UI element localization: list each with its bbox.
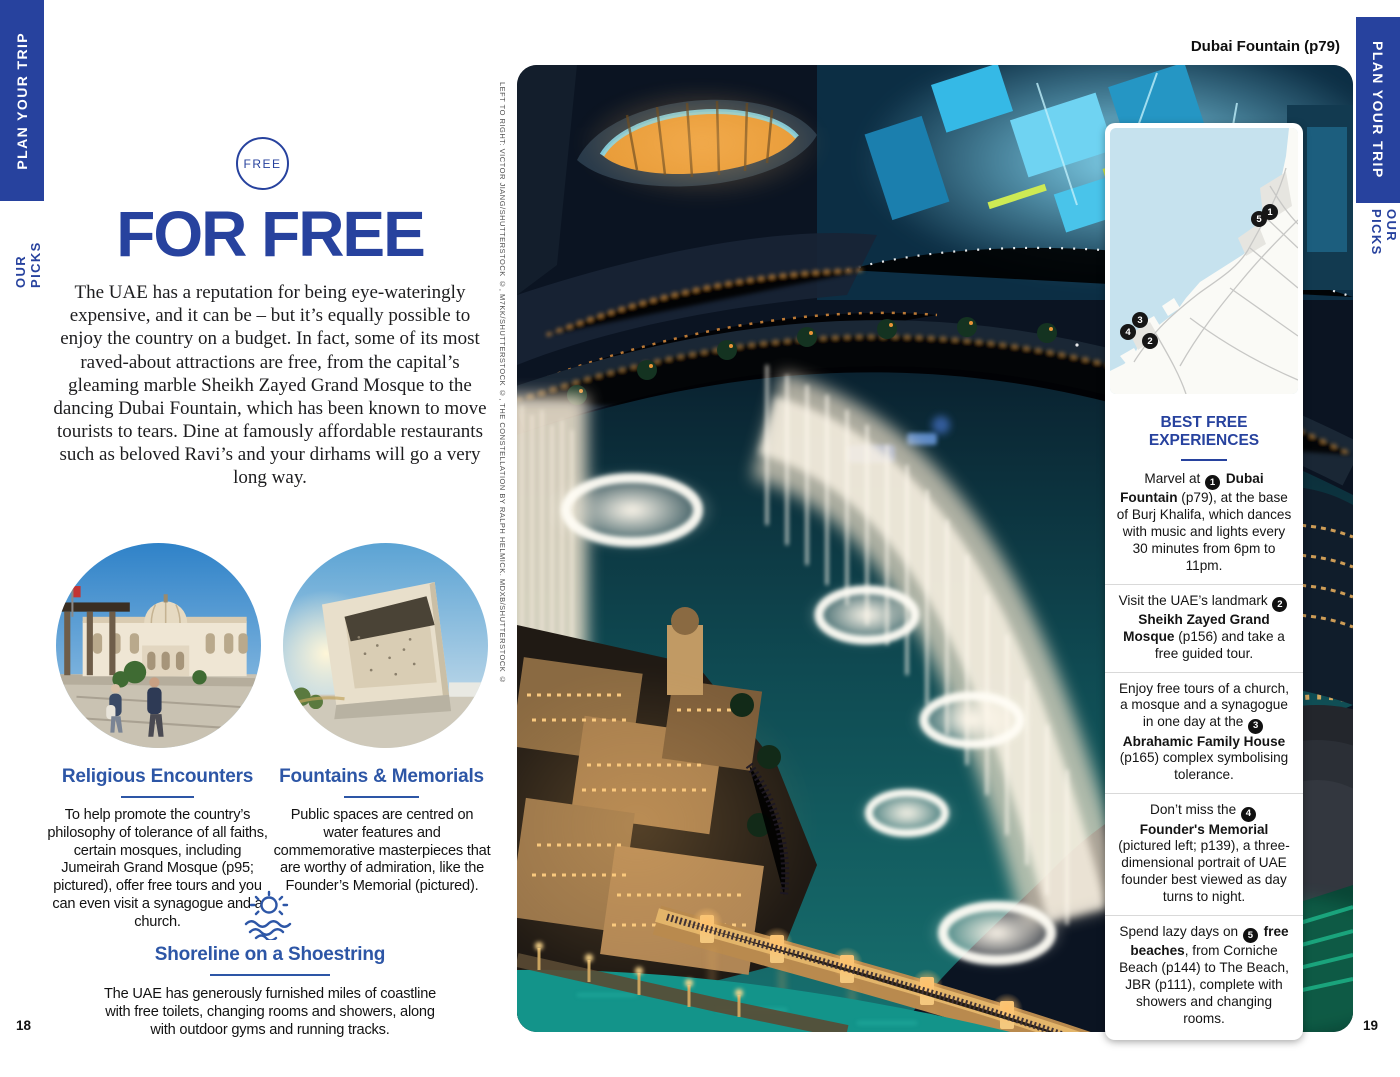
our-picks-label-right: OUR PICKS [1369, 209, 1399, 256]
item-text: Enjoy free tours of a church, a mosque and a synagogue in one day at the [1118, 680, 1289, 730]
free-badge-icon [236, 137, 289, 190]
sidebar-item [1105, 672, 1303, 794]
item-bold-text: Founder's Memorial [1139, 821, 1269, 837]
item-text: Visit the UAE’s landmark [1118, 592, 1272, 608]
photo-caption: Dubai Fountain (p79) [1190, 38, 1340, 55]
section-body-religious-encounters: To help promote the country’s philosophy of tolerance of all faiths, certain mosques, including Jumeirah Grand Mosque (p95; pictured), offer free tours and you can even visit a synagogue and a church. [47, 807, 268, 930]
map-marker-2: 2 [1142, 333, 1158, 349]
item-text: (pictured left; p139), a three-dimensional portrait of UAE founder best viewed as day turns to night. [1118, 838, 1290, 904]
sidebar-heading-rule [1181, 459, 1227, 461]
page-title: FOR FREE [116, 198, 424, 270]
section-rule [344, 796, 419, 798]
map-marker-5: 5 [1251, 211, 1267, 227]
section-body-fountains-memorials: Public spaces are centred on water features and commemorative masterpieces that are worthy of admiration, like the Founder’s Memorial (pictured). [273, 807, 491, 895]
item-bold-text: Abrahamic Family House [1122, 733, 1286, 749]
sidebar-item [1105, 584, 1303, 672]
sidebar-items [1105, 463, 1303, 1040]
plan-your-trip-tab-right [1356, 17, 1400, 203]
circle-photo-jumeirah-mosque [56, 543, 261, 748]
item-text: (p79), at the base of Burj Khalifa, which dances with music and lights every 30 minutes from 6pm to 11pm. [1116, 490, 1292, 573]
section-body-shoreline: The UAE has generously furnished miles of coastline with free toilets, changing rooms and showers, along with outdoor gyms and running tracks. [103, 986, 437, 1038]
sidebar-item [1105, 915, 1303, 1037]
item-bold-text: free beaches [1130, 923, 1289, 959]
number-badge-icon: 4 [1241, 807, 1256, 822]
item-text: (p165) complex symbolising tolerance. [1119, 750, 1289, 783]
sidebar-heading: BEST FREE EXPERIENCES [1148, 414, 1260, 449]
plan-your-trip-tab-left [0, 0, 44, 201]
photo-credit: LEFT TO RIGHT: VICTOR JIANG/SHUTTERSTOCK ©, M7KK/SHUTTERSTOCK ©, THE CONSTELLATION BY RALPH HELMICK. MDXB/SHUTTERSTOCK © [498, 82, 507, 685]
map-marker-3: 3 [1132, 312, 1148, 328]
plan-your-trip-label-left: PLAN YOUR TRIP [14, 31, 30, 170]
item-text: Marvel at [1144, 471, 1205, 486]
number-badge-icon: 2 [1272, 597, 1287, 612]
map-marker-4: 4 [1120, 324, 1136, 340]
sun-over-waves-icon [242, 890, 296, 945]
map-marker-1: 1 [1262, 204, 1278, 220]
memorial-illustration [283, 543, 488, 748]
item-text: , from Corniche Beach (p144) to The Beach, JBR (p111), complete with showers and changing rooms. [1119, 943, 1289, 1026]
intro-paragraph: The UAE has a reputation for being eye-wateringly expensive, and it can be – but it’s equally possible to enjoy the country on a budget. In fact, some of its most raved-about attractions are free, from the capital’s gleaming marble Sheikh Zayed Grand Mosque to the dancing Dubai Fountain, which has been known to move tourists to tears. Dine at famously affordable restaurants such as beloved Ravi’s and your dirhams will go a very long way. [53, 282, 487, 489]
number-badge-icon: 1 [1205, 475, 1220, 490]
section-heading-shoreline: Shoreline on a Shoestring [154, 944, 386, 965]
sidebar-item [1105, 793, 1303, 915]
number-badge-icon: 3 [1248, 719, 1263, 734]
number-badge-icon: 5 [1243, 928, 1258, 943]
sidebar-map [1110, 128, 1298, 394]
item-text: (p156) and take a free guided tour. [1154, 628, 1285, 661]
section-heading-religious-encounters: Religious Encounters [61, 766, 254, 787]
item-bold-text: Dubai Fountain [1120, 471, 1264, 506]
page-number-left: 18 [16, 1018, 32, 1033]
item-text: Don’t miss the [1150, 802, 1240, 818]
circle-photo-founders-memorial [283, 543, 488, 748]
our-picks-label-left: OUR PICKS [13, 241, 43, 288]
sidebar-card [1105, 123, 1303, 1040]
section-rule [210, 974, 330, 976]
map-illustration [1110, 128, 1298, 394]
free-badge-label: FREE [243, 156, 282, 171]
plan-your-trip-label-right: PLAN YOUR TRIP [1370, 41, 1386, 179]
item-text: Spend lazy days on [1119, 923, 1242, 939]
page-number-right: 19 [1363, 1018, 1379, 1033]
section-rule [121, 796, 194, 798]
sidebar-item [1105, 463, 1303, 584]
section-heading-fountains-memorials: Fountains & Memorials [279, 766, 484, 787]
item-bold-text: Sheikh Zayed Grand Mosque [1123, 612, 1270, 644]
mosque-illustration [56, 543, 261, 748]
